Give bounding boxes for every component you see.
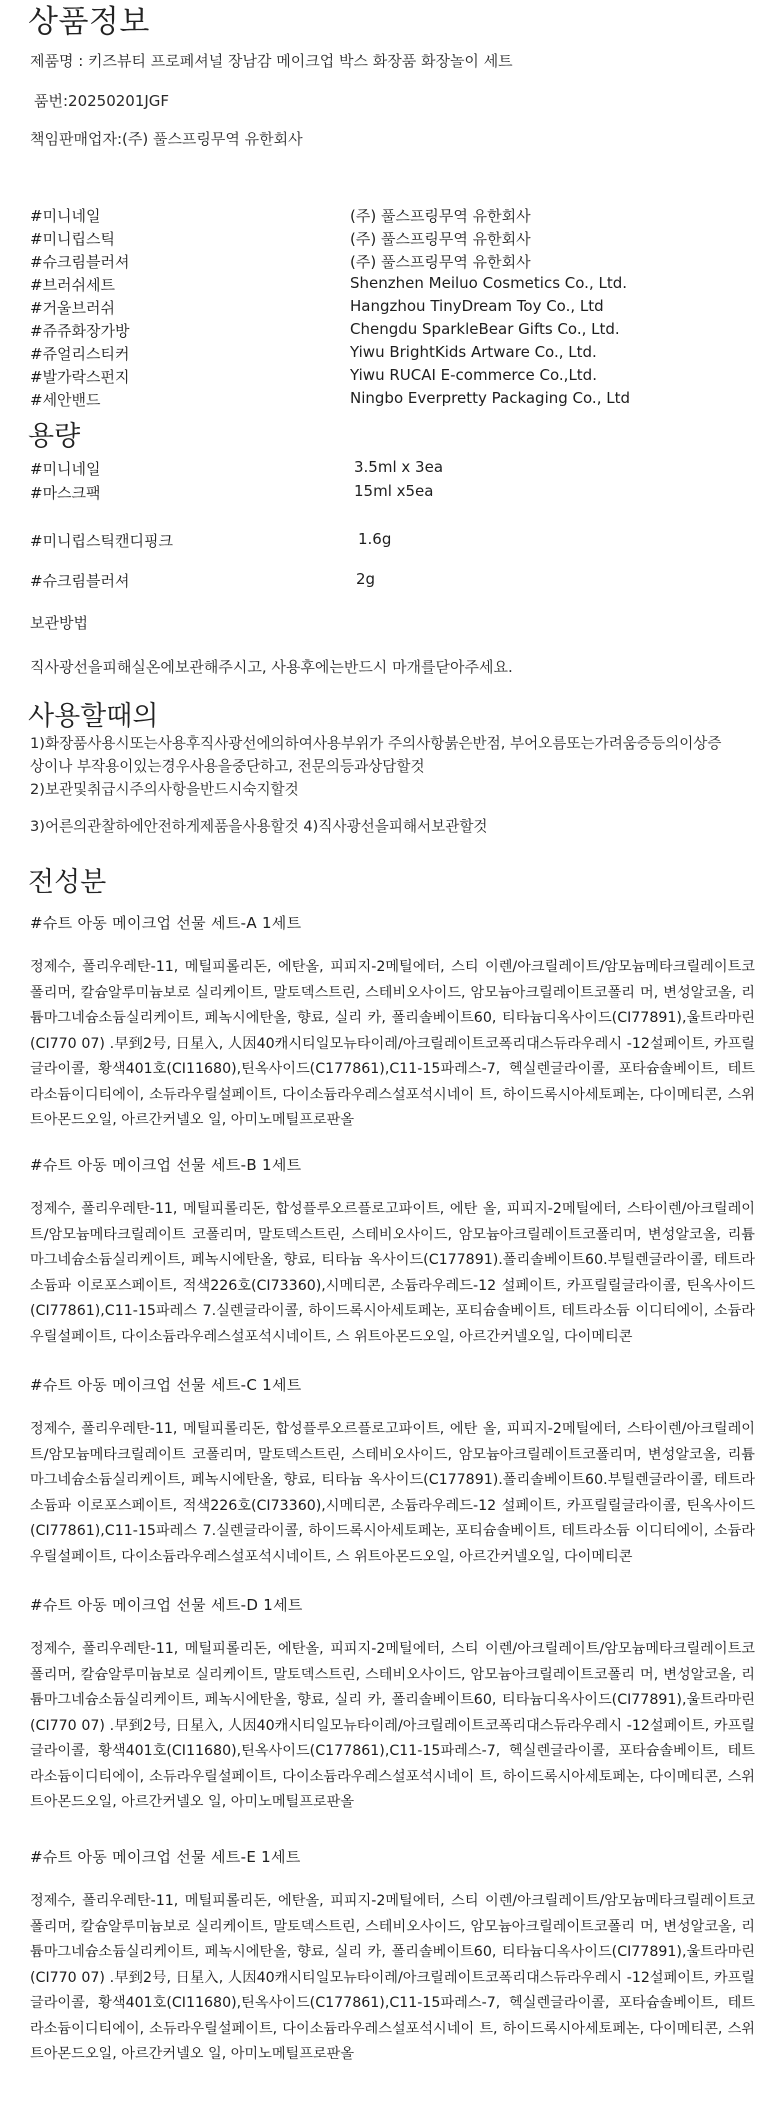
maker-name: Yiwu BrightKids Artware Co., Ltd. [350, 343, 597, 361]
item-volume: 15ml x5ea [354, 482, 434, 500]
ingredient-set-e [30, 1846, 755, 2068]
page-title: 상품정보 [28, 4, 150, 40]
usage-line: 3)어른의관찰하에안전하게제품을사용할것 4)직사광선을피해서보관할것 [30, 818, 488, 835]
responsible-seller: 책임판매업자:(주) 풀스프링무역 유한회사 [30, 130, 303, 148]
item-name: #슈크림블러셔 [30, 253, 130, 271]
item-name: #쥬얼리스티커 [30, 345, 130, 363]
item-volume: 3.5ml x 3ea [354, 458, 444, 476]
maker-name: Yiwu RUCAI E-commerce Co.,Ltd. [350, 366, 597, 384]
maker-name: Shenzhen Meiluo Cosmetics Co., Ltd. [350, 274, 628, 292]
maker-name: Hangzhou TinyDream Toy Co., Ltd [350, 297, 604, 315]
item-name: #쥬쥬화장가방 [30, 322, 130, 340]
usage-cautions [30, 732, 760, 838]
item-volume: 2g [356, 570, 376, 588]
item-name: #세안밴드 [30, 391, 101, 409]
set-ingredients: 정제수, 폴리우레탄-11, 메틸피롤리돈, 에탄올, 피피지-2메틸에터, 스티 이렌/아크릴레이트/암모늄메타크릴레이트코폴리머, 칼슘알루미늄보로 실리케이트, 말토덱스트린, 스테비오사이드, 암모늄아크릴레이트코폴리 머, 변성알코올, 리튬마그네슘소듐실리케이트, 페녹시에탄올, 향료, 실리 카, 폴리솔베이트60, 티타늄디옥사이드(CI77891),울트라마린(CI770 07) .早到2号, 日星入, 人因40캐시티일모뉴타이레/아크릴레이트코폭리대스듀라우레시 -12설페이트, 카프릴글라이콜, 황색401호(CI11680),틴옥사이드(C177861),C11-15파레스-7, 헥실렌글라이콜, 포타슘솔베이트, 테트 라소듐이디티에이, 소듀라우릴설페이트, 다이소듐라우레스설포석시네이 트, 하이드록시아세토페논, 다이메티콘, 스위트아몬드오일, 아르간커넬오 일, 아미노메틸프로판올 [30, 959, 755, 1128]
set-ingredients: 정제수, 폴리우레탄-11, 메틸피롤리돈, 에탄올, 피피지-2메틸에터, 스티 이렌/아크릴레이트/암모늄메타크릴레이트코폴리머, 칼슘알루미늄보로 실리케이트, 말토덱스트린, 스테비오사이드, 암모늄아크릴레이트코폴리 머, 변성알코올, 리튬마그네슘소듐실리케이트, 페녹시에탄올, 향료, 실리 카, 폴리솔베이트60, 티타늄디옥사이드(CI77891),울트라마린(CI770 07) .早到2号, 日星入, 人因40캐시티일모뉴타이레/아크릴레이트코폭리대스듀라우레시 -12설페이트, 카프릴글라이콜, 황색401호(CI11680),틴옥사이드(C177861),C11-15파레스-7, 헥실렌글라이콜, 포타슘솔베이트, 테트 라소듐이디티에이, 소듀라우릴설페이트, 다이소듐라우레스설포석시네이 트, 하이드록시아세토페논, 다이메티콘, 스위트아몬드오일, 아르간커넬오 일, 아미노메틸프로판올 [30, 1641, 755, 1810]
item-name: #슈크림블러셔 [30, 572, 130, 590]
maker-name: (주) 풀스프링무역 유한회사 [350, 253, 531, 271]
set-title: #슈트 아동 메이크업 선물 세트-E 1세트 [30, 1848, 301, 1866]
ingredients-heading: 전성분 [28, 867, 107, 898]
maker-name: Chengdu SparkleBear Gifts Co., Ltd. [350, 320, 620, 338]
usage-line: 상이나 부작용이있는경우사용을중단하고, 전문의등과상담할것 [30, 758, 425, 775]
ingredient-set-b [30, 1154, 755, 1350]
set-ingredients: 정제수, 폴리우레탄-11, 메틸피롤리돈, 에탄올, 피피지-2메틸에터, 스티 이렌/아크릴레이트/암모늄메타크릴레이트코폴리머, 칼슘알루미늄보로 실리케이트, 말토덱스트린, 스테비오사이드, 암모늄아크릴레이트코폴리 머, 변성알코올, 리튬마그네슘소듐실리케이트, 페녹시에탄올, 향료, 실리 카, 폴리솔베이트60, 티타늄디옥사이드(CI77891),울트라마린(CI770 07) .早到2号, 日星入, 人因40캐시티일모뉴타이레/아크릴레이트코폭리대스듀라우레시 -12설페이트, 카프릴글라이콜, 황색401호(CI11680),틴옥사이드(C177861),C11-15파레스-7, 헥실렌글라이콜, 포타슘솔베이트, 테트 라소듐이디티에이, 소듀라우릴설페이트, 다이소듐라우레스설포석시네이 트, 하이드록시아세토페논, 다이메티콘, 스위트아몬드오일, 아르간커넬오 일, 아미노메틸프로판올 [30, 1893, 755, 2062]
item-name: #브러쉬세트 [30, 276, 116, 294]
maker-name: (주) 풀스프링무역 유한회사 [350, 207, 531, 225]
volume-heading: 용량 [28, 421, 81, 452]
ingredient-set-a [30, 912, 755, 1134]
ingredient-set-d [30, 1594, 755, 1816]
item-name: #미니립스틱 [30, 230, 116, 248]
usage-line: 2)보관및취급시주의사항을반드시숙지할것 [30, 781, 299, 798]
maker-name: (주) 풀스프링무역 유한회사 [350, 230, 531, 248]
item-volume: 1.6g [358, 530, 392, 548]
storage-heading: 보관방법 [30, 614, 88, 632]
usage-heading: 사용할때의 [28, 701, 159, 732]
ingredient-set-c [30, 1374, 755, 1570]
item-name: #마스크팩 [30, 484, 101, 502]
item-name: #미니립스틱캔디핑크 [30, 532, 173, 550]
storage-text: 직사광선을피해실온에보관해주시고, 사용후에는반드시 마개를닫아주세요. [30, 658, 513, 676]
set-title: #슈트 아동 메이크업 선물 세트-A 1세트 [30, 914, 302, 932]
usage-line: 1)화장품사용시또는사용후직사광선에의하여사용부위가 주의사항붉은반점, 부어오름또는가려움증등의이상증 [30, 735, 722, 752]
set-title: #슈트 아동 메이크업 선물 세트-C 1세트 [30, 1376, 302, 1394]
maker-name: Ningbo Everpretty Packaging Co., Ltd [350, 389, 630, 407]
item-name: #거울브러쉬 [30, 299, 116, 317]
item-name: #미니네일 [30, 207, 101, 225]
set-title: #슈트 아동 메이크업 선물 세트-B 1세트 [30, 1156, 302, 1174]
set-title: #슈트 아동 메이크업 선물 세트-D 1세트 [30, 1596, 303, 1614]
set-ingredients: 정제수, 폴리우레탄-11, 메틸피롤리돈, 합성플루오르플로고파이트, 에탄 올, 피피지-2메틸에터, 스타이렌/아크릴레이트/암모늄메타크릴레이트 코폴리머, 말토덱스트린, 스테비오사이드, 암모늄아크릴레이트코폴리머, 변성알코올, 리튬마그네슘소듐실리케이트, 페녹시에탄올, 향료, 티타늄 옥사이드(C177891).폴리솔베이트60.부틸렌글라이콜, 테트라소듐파 이로포스페이트, 적색226호(CI73360),시메티콘, 소듐라우레드-12 설페이트, 카프릴릴글라이콜, 틴옥사이드(CI77861),C11-15파레스 7.실렌글라이콜, 하이드록시아세토페논, 포티슘솔베이트, 테트라소듐 이디티에이, 소듐라우릴설페이트, 다이소듐라우레스설포석시네이트, 스 위트아몬드오일, 아르간커넬오일, 다이메티콘 [30, 1201, 755, 1345]
item-name: #발가락스펀지 [30, 368, 130, 386]
item-name: #미니네일 [30, 460, 101, 478]
set-ingredients: 정제수, 폴리우레탄-11, 메틸피롤리돈, 합성플루오르플로고파이트, 에탄 올, 피피지-2메틸에터, 스타이렌/아크릴레이트/암모늄메타크릴레이트 코폴리머, 말토덱스트린, 스테비오사이드, 암모늄아크릴레이트코폴리머, 변성알코올, 리튬마그네슘소듐실리케이트, 페녹시에탄올, 향료, 티타늄 옥사이드(C177891).폴리솔베이트60.부틸렌글라이콜, 테트라소듐파 이로포스페이트, 적색226호(CI73360),시메티콘, 소듐라우레드-12 설페이트, 카프릴릴글라이콜, 틴옥사이드(CI77861),C11-15파레스 7.실렌글라이콜, 하이드록시아세토페논, 포티슘솔베이트, 테트라소듐 이디티에이, 소듐라우릴설페이트, 다이소듐라우레스설포석시네이트, 스 위트아몬드오일, 아르간커넬오일, 다이메티콘 [30, 1421, 755, 1565]
product-name: 제품명 : 키즈뷰티 프로페셔널 장남감 메이크업 박스 화장품 화장놀이 세트 [30, 52, 513, 70]
product-number: 품번:20250201JGF [34, 92, 170, 110]
